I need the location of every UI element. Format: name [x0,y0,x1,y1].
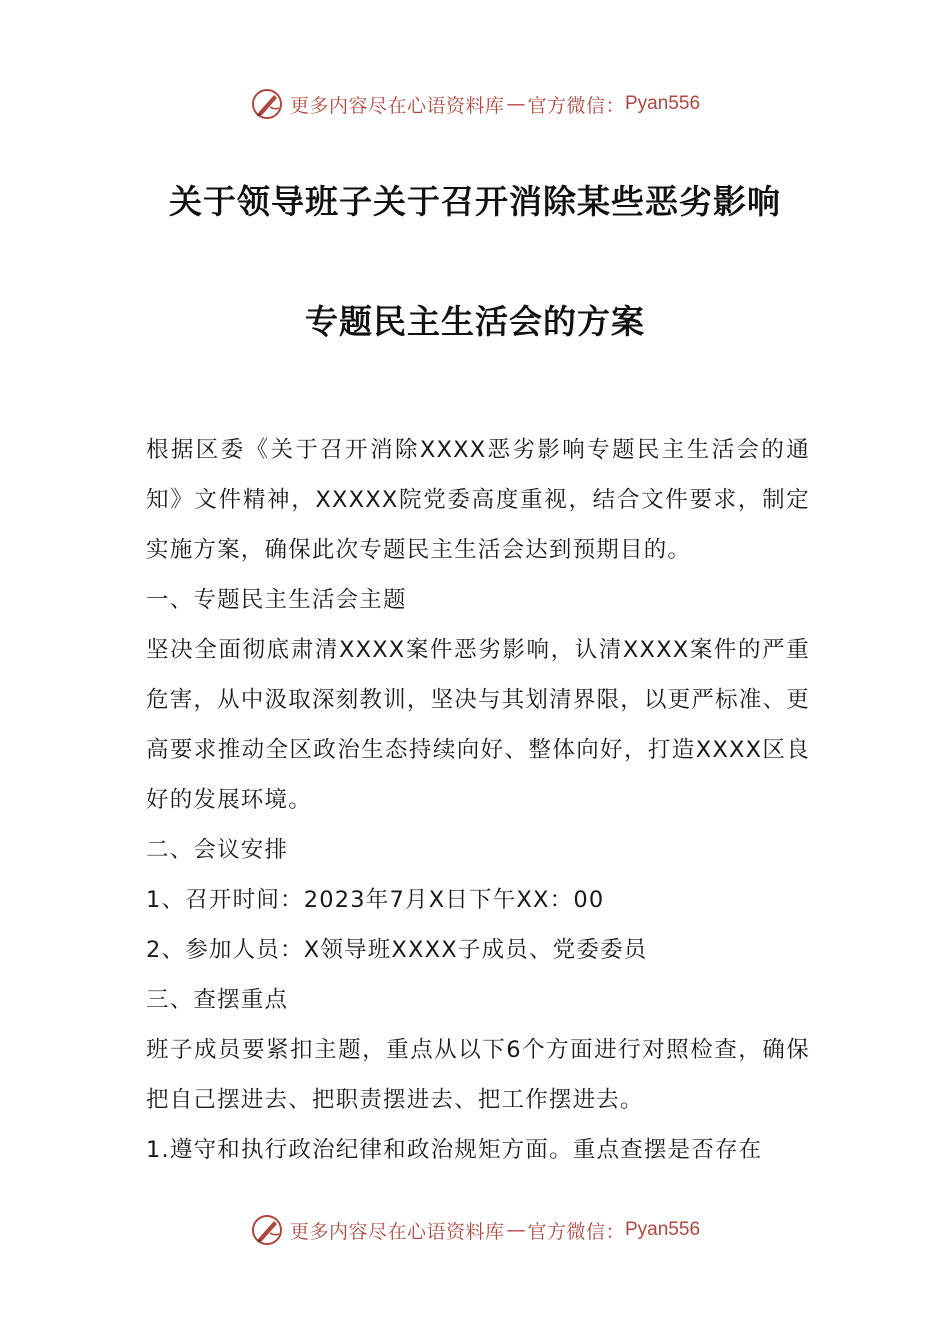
watermark-text: 更多内容尽在心语资料库 [289,94,505,117]
pen-logo-icon [250,87,284,121]
list-item: 1、召开时间：2023年7月X日下午XX：00 [146,887,605,913]
document-title-line2: 专题民主生活会的方案 [305,302,645,341]
list-item: 2、参加人员：X领导班XXXX子成员、党委委员 [146,937,648,963]
section-heading: 三、查摆重点 [146,987,289,1013]
watermark-text: 更多内容尽在心语资料库 [289,1220,505,1243]
paragraph: 坚决全面彻底肃清XXXX案件恶劣影响，认清XXXX案件的严重危害，从中汲取深刻教训，坚决与其划清界限，以更严标准、更高要求推动全区政治生态持续向好、整体向好，打造XXXX区良好的发展环境。 [146,637,810,813]
watermark-dash: — [506,93,526,115]
document-title-line1: 关于领导班子关于召开消除某些恶劣影响 [169,182,781,221]
watermark-suffix: 官方微信： [527,94,625,117]
watermark-dash: — [506,1219,526,1241]
section-heading: 二、会议安排 [146,837,289,863]
watermark-suffix: 官方微信： [527,1220,625,1243]
watermark-id: Pyan556 [625,93,701,114]
paragraph: 1.遵守和执行政治纪律和政治规矩方面。重点查摆是否存在 [146,1137,763,1163]
paragraph: 根据区委《关于召开消除XXXX恶劣影响专题民主生活会的通知》文件精神，XXXXX院党委高度重视，结合文件要求，制定实施方案，确保此次专题民主生活会达到预期目的。 [146,437,810,563]
document-body [146,425,810,1175]
pen-logo-icon [250,1213,284,1247]
watermark-id: Pyan556 [625,1219,701,1240]
footer-watermark [0,1210,950,1250]
header-watermark [0,84,950,124]
section-heading: 一、专题民主生活会主题 [146,587,407,613]
paragraph: 班子成员要紧扣主题，重点从以下6个方面进行对照检查，确保把自己摆进去、把职责摆进去、把工作摆进去。 [146,1037,810,1113]
